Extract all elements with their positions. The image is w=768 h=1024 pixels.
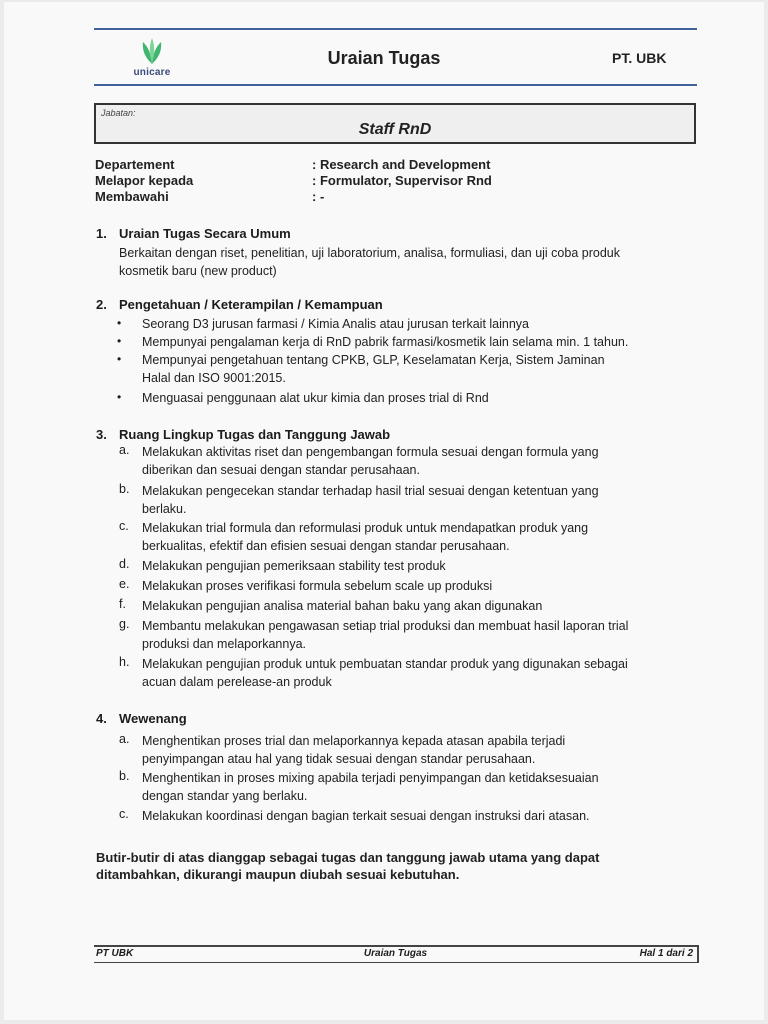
section-2-number: 2. bbox=[96, 297, 107, 312]
bullet-marker: • bbox=[117, 316, 122, 330]
section-1-line: kosmetik baru (new product) bbox=[119, 264, 277, 278]
item-letter: a. bbox=[119, 732, 130, 746]
list-item-line: diberikan dan sesuai dengan standar perusahaan. bbox=[142, 463, 420, 477]
section-2-title: Pengetahuan / Keterampilan / Kemampuan bbox=[119, 297, 383, 312]
list-item-line: berlaku. bbox=[142, 502, 187, 516]
bullet-marker: • bbox=[117, 390, 122, 404]
list-item-line: Menguasai penggunaan alat ukur kimia dan proses trial di Rnd bbox=[142, 391, 489, 405]
list-item bbox=[142, 769, 697, 805]
section-1-title: Uraian Tugas Secara Umum bbox=[119, 226, 291, 241]
list-item bbox=[142, 482, 697, 518]
item-letter: d. bbox=[119, 557, 130, 571]
item-letter: f. bbox=[119, 597, 126, 611]
list-item-line: Halal dan ISO 9001:2015. bbox=[142, 371, 286, 385]
list-item-line: Melakukan pengujian produk untuk pembuatan standar produk yang digunakan sebagai bbox=[142, 657, 628, 671]
list-item-line: Melakukan koordinasi dengan bagian terkait sesuai dengan instruksi dari atasan. bbox=[142, 809, 590, 823]
list-item bbox=[142, 597, 697, 615]
list-item bbox=[142, 519, 697, 555]
list-item-line: penyimpangan atau hal yang tidak sesuai dengan standar perusahaan. bbox=[142, 752, 536, 766]
item-letter: c. bbox=[119, 519, 129, 533]
list-item-line: Melakukan pengecekan standar terhadap hasil trial sesuai dengan ketentuan yang bbox=[142, 484, 599, 498]
list-item-line: berkualitas, efektif dan efisien sesuai dengan standar perusahaan. bbox=[142, 539, 510, 553]
footer-company: PT UBK bbox=[96, 948, 134, 959]
section-1-line: Berkaitan dengan riset, penelitian, uji laboratorium, analisa, formuliasi, dan uji coba produk bbox=[119, 246, 620, 260]
item-letter: b. bbox=[119, 769, 130, 783]
section-4-number: 4. bbox=[96, 711, 107, 726]
item-letter: c. bbox=[119, 807, 129, 821]
item-letter: b. bbox=[119, 482, 130, 496]
section-4-title: Wewenang bbox=[119, 711, 187, 726]
closing-line: ditambahkan, dikurangi maupun diubah sesuai kebutuhan. bbox=[96, 867, 460, 882]
list-item bbox=[142, 807, 697, 825]
list-item bbox=[142, 389, 697, 407]
department-value: : Research and Development bbox=[312, 157, 491, 172]
list-item-line: Seorang D3 jurusan farmasi / Kimia Analis atau jurusan terkait lainnya bbox=[142, 317, 530, 331]
list-item bbox=[142, 617, 697, 653]
list-item-line: Melakukan proses verifikasi formula sebelum scale up produksi bbox=[142, 579, 493, 593]
list-item bbox=[142, 557, 697, 575]
bullet-marker: • bbox=[117, 352, 122, 366]
list-item-line: dengan standar yang berlaku. bbox=[142, 789, 308, 803]
list-item-line: Melakukan pengujian pemeriksaan stability test produk bbox=[142, 559, 446, 573]
list-item-line: Melakukan pengujian analisa material bahan baku yang akan digunakan bbox=[142, 599, 543, 613]
section-1-number: 1. bbox=[96, 226, 107, 241]
list-item-line: acuan dalam perelease-an produk bbox=[142, 675, 332, 689]
section-1-text bbox=[119, 244, 689, 280]
page-footer bbox=[94, 945, 699, 963]
page-title: Uraian Tugas bbox=[327, 48, 441, 68]
supervises-value: : - bbox=[312, 189, 325, 204]
header-top-rule bbox=[94, 28, 697, 30]
reports-to-value: : Formulator, Supervisor Rnd bbox=[312, 173, 492, 188]
section-3-number: 3. bbox=[96, 427, 107, 442]
position-box bbox=[94, 103, 696, 144]
list-item bbox=[142, 577, 697, 595]
closing-line: Butir-butir di atas dianggap sebagai tugas dan tanggung jawab utama yang dapat bbox=[96, 850, 600, 865]
list-item-line: Menghentikan in proses mixing apabila terjadi penyimpangan dan ketidaksesuaian bbox=[142, 771, 599, 785]
position-label: Jabatan: bbox=[101, 108, 136, 118]
list-item-line: Membantu melakukan pengawasan setiap trial produksi dan membuat hasil laporan trial bbox=[142, 619, 629, 633]
list-item-line: Mempunyai pengalaman kerja di RnD pabrik farmasi/kosmetik lain selama min. 1 tahun. bbox=[142, 335, 629, 349]
footer-page-number: Hal 1 dari 2 bbox=[639, 948, 693, 959]
item-letter: e. bbox=[119, 577, 130, 591]
position-title: Staff RnD bbox=[358, 121, 432, 138]
department-label: Departement bbox=[95, 157, 175, 172]
item-letter: g. bbox=[119, 617, 130, 631]
company-name: PT. UBK bbox=[612, 50, 667, 66]
list-item bbox=[142, 333, 697, 351]
list-item-line: produksi dan melaporkannya. bbox=[142, 637, 306, 651]
closing-statement bbox=[96, 849, 676, 883]
bullet-marker: • bbox=[117, 334, 122, 348]
logo-wordmark: unicare bbox=[133, 67, 171, 78]
reports-to-label: Melapor kepada bbox=[95, 173, 194, 188]
list-item bbox=[142, 443, 697, 479]
footer-doc-title: Uraian Tugas bbox=[363, 948, 428, 959]
list-item bbox=[142, 655, 697, 691]
list-item-line: Menghentikan proses trial dan melaporkannya kepada atasan apabila terjadi bbox=[142, 734, 566, 748]
list-item-line: Mempunyai pengetahuan tentang CPKB, GLP, Keselamatan Kerja, Sistem Jaminan bbox=[142, 353, 605, 367]
supervises-label: Membawahi bbox=[95, 189, 169, 204]
item-letter: a. bbox=[119, 443, 130, 457]
section-3-title: Ruang Lingkup Tugas dan Tanggung Jawab bbox=[119, 427, 391, 442]
list-item bbox=[142, 732, 697, 768]
list-item-line: Melakukan trial formula dan reformulasi produk untuk mendapatkan produk yang bbox=[142, 521, 589, 535]
list-item bbox=[142, 351, 697, 387]
header-bottom-rule bbox=[94, 84, 697, 86]
list-item bbox=[142, 315, 697, 333]
list-item-line: Melakukan aktivitas riset dan pengembangan formula sesuai dengan formula yang bbox=[142, 445, 599, 459]
item-letter: h. bbox=[119, 655, 130, 669]
